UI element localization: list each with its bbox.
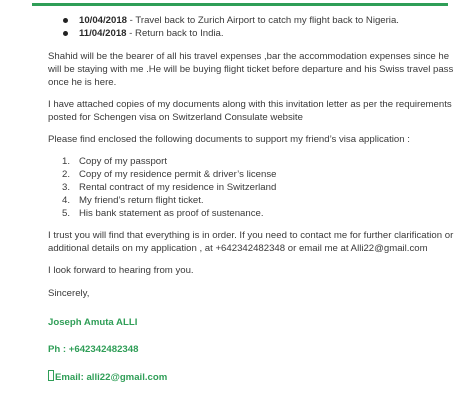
document-text: My friend’s return flight ticket.: [79, 195, 204, 206]
document-text: Rental contract of my residence in Switzerland: [79, 182, 277, 193]
document-item: [62, 155, 458, 168]
missing-glyph-icon: [48, 370, 54, 381]
itinerary-item: [79, 14, 458, 27]
document-number: 3.: [62, 182, 71, 193]
document-number: 1.: [62, 156, 71, 167]
document-number: 5.: [62, 208, 71, 219]
itinerary-date: 11/04/2018: [79, 28, 127, 39]
itinerary-date: 10/04/2018: [79, 15, 128, 26]
expenses-paragraph: Shahid will be the bearer of all his travel expenses ,bar the accommodation expenses since he will be staying with me .He will be buying flight ticket before departure and his Swiss travel pass once he is here.: [48, 51, 454, 88]
document-number: 4.: [62, 195, 71, 206]
signature-email: Email: alli22@gmail.com: [55, 372, 168, 383]
signature-phone: Ph : +642342482348: [48, 344, 139, 355]
sign-off: Sincerely,: [48, 288, 90, 299]
travel-itinerary-list: [48, 14, 458, 40]
itinerary-text: - Return back to India.: [126, 28, 224, 39]
letter-body: [48, 14, 458, 384]
document-item: [62, 207, 458, 220]
document-text: Copy of my passport: [79, 156, 167, 167]
itinerary-text: - Travel back to Zurich Airport to catch my flight back to Nigeria.: [127, 15, 399, 26]
attached-documents-paragraph: I have attached copies of my documents along with this invitation letter as per the requirements posted for Schengen visa on Switzerland Consulate website: [48, 99, 452, 123]
itinerary-item: [79, 27, 458, 40]
document-text: His bank statement as proof of sustenance.: [79, 208, 264, 219]
documents-list: [48, 155, 458, 220]
document-number: 2.: [62, 169, 71, 180]
enclosed-documents-paragraph: Please find enclosed the following documents to support my friend’s visa application :: [48, 134, 410, 145]
signature-email-line: [48, 370, 458, 384]
document-item: [62, 181, 458, 194]
closing-remark: I look forward to hearing from you.: [48, 265, 194, 276]
document-text: Copy of my residence permit & driver’s license: [79, 169, 277, 180]
top-divider: [32, 3, 448, 6]
document-item: [62, 194, 458, 207]
document-item: [62, 168, 458, 181]
contact-paragraph: I trust you will find that everything is in order. If you need to contact me for further clarification or additional details on my application , at +642342482348 or email me at Alli22@gmail.com: [48, 230, 454, 254]
signature-name: Joseph Amuta ALLI: [48, 317, 138, 328]
